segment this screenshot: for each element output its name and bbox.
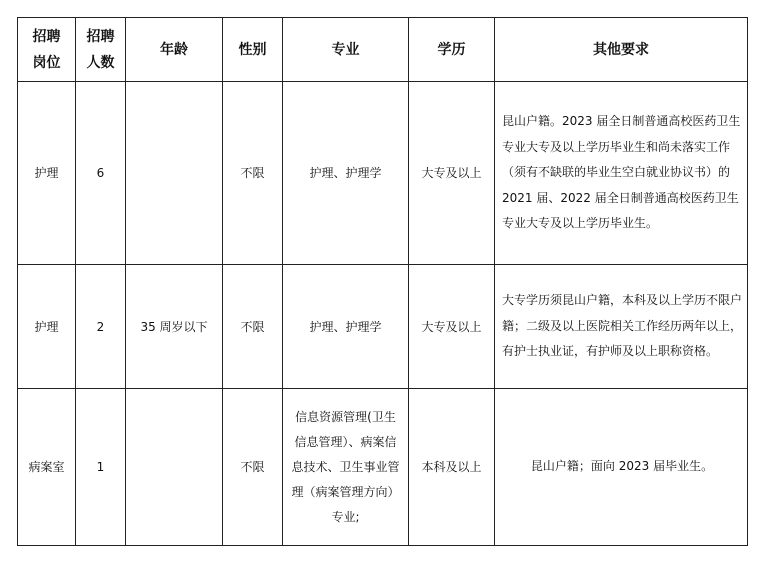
header-position-line-1: 招聘 bbox=[32, 28, 61, 45]
cell-age: 35 周岁以下 bbox=[126, 265, 223, 389]
cell-education: 本科及以上 bbox=[409, 389, 495, 546]
header-position-line-2: 岗位 bbox=[32, 54, 61, 71]
cell-position: 护理 bbox=[18, 82, 76, 265]
cell-education: 大专及以上 bbox=[409, 82, 495, 265]
cell-position: 病案室 bbox=[18, 389, 76, 546]
header-row bbox=[18, 18, 748, 82]
header-other-requirements: 其他要求 bbox=[495, 18, 748, 82]
cell-major: 护理、护理学 bbox=[283, 82, 409, 265]
cell-position: 护理 bbox=[18, 265, 76, 389]
table-row bbox=[18, 389, 748, 546]
cell-gender: 不限 bbox=[223, 389, 283, 546]
cell-major: 信息资源管理(卫生信息管理）、病案信息技术、卫生事业管理（病案管理方向）专业; bbox=[283, 389, 409, 546]
header-count bbox=[76, 18, 126, 82]
cell-age bbox=[126, 389, 223, 546]
recruitment-table bbox=[17, 17, 748, 546]
header-count-line-1: 招聘 bbox=[86, 28, 115, 45]
cell-education: 大专及以上 bbox=[409, 265, 495, 389]
cell-age bbox=[126, 82, 223, 265]
header-position bbox=[18, 18, 76, 82]
cell-gender: 不限 bbox=[223, 82, 283, 265]
header-education: 学历 bbox=[409, 18, 495, 82]
cell-gender: 不限 bbox=[223, 265, 283, 389]
cell-major: 护理、护理学 bbox=[283, 265, 409, 389]
table-row bbox=[18, 265, 748, 389]
header-count-line-2: 人数 bbox=[86, 54, 115, 71]
cell-count: 1 bbox=[76, 389, 126, 546]
table-row bbox=[18, 82, 748, 265]
cell-other-requirements: 大专学历须昆山户籍，本科及以上学历不限户籍；二级及以上医院相关工作经历两年以上，有护士执业证，有护师及以上职称资格。 bbox=[495, 265, 748, 389]
header-gender: 性别 bbox=[223, 18, 283, 82]
cell-count: 6 bbox=[76, 82, 126, 265]
header-age: 年龄 bbox=[126, 18, 223, 82]
cell-other-requirements: 昆山户籍。2023 届全日制普通高校医药卫生专业大专及以上学历毕业生和尚未落实工作（须有不缺联的毕业生空白就业协议书）的 2021 届、2022 届全日制普通高校医药卫生专业大专及以上学历毕业生。 bbox=[495, 82, 748, 265]
cell-other-requirements: 昆山户籍；面向 2023 届毕业生。 bbox=[495, 389, 748, 546]
cell-count: 2 bbox=[76, 265, 126, 389]
header-major: 专业 bbox=[283, 18, 409, 82]
